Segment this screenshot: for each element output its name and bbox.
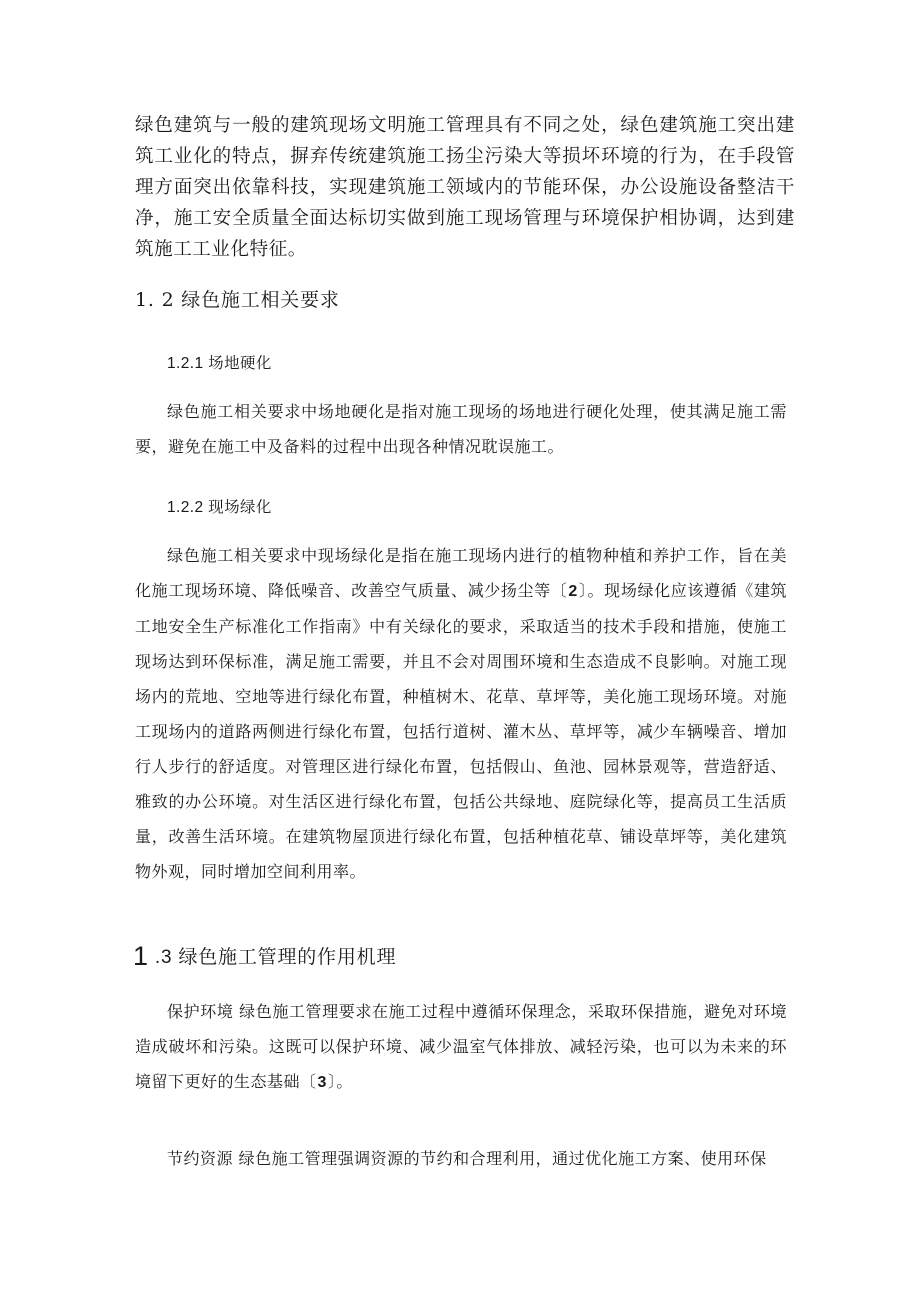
section-heading-1-3-minor: .3 bbox=[148, 947, 179, 968]
section-heading-1-3-title: 绿色施工管理的作用机理 bbox=[178, 946, 397, 968]
greening-text-part-2: 〕。现场绿化应该遵循《建筑工地安全生产标准化工作指南》中有关绿化的要求，采取适当的技术手段和措施，使施工现场达到环保标准，满足施工需要，并且不会对周围环境和生态造成不良影响。对施工现场内的荒地、空地等进行绿化布置，种植树木、花草、草坪等，美化施工现场环境。对施工现场内的道路两侧进行绿化布置，包括行道树、灌木丛、草坪等，减少车辆噪音、增加行人步行的舒适度。对管理区进行绿化布置，包括假山、鱼池、园林景观等，营造舒适、雅致的办公环境。对生活区进行绿化布置，包括公共绿地、庭院绿化等，提高员工生活质量，改善生活环境。在建筑物屋顶进行绿化布置，包括种植花草、铺设草坪等，美化建筑物外观，同时增加空间利用率。 bbox=[135, 581, 787, 881]
paragraph-site-greening bbox=[135, 538, 787, 889]
paragraph-save-resources: 节约资源 绿色施工管理强调资源的节约和合理利用，通过优化施工方案、使用环保 bbox=[167, 1149, 767, 1168]
subsection-heading-1-2-1: 1.2.1 场地硬化 bbox=[167, 355, 272, 372]
intro-paragraph: 绿色建筑与一般的建筑现场文明施工管理具有不同之处，绿色建筑施工突出建筑工业化的特点，摒弃传统建筑施工扬尘污染大等损坏环境的行为，在手段管理方面突出依靠科技，实现建筑施工领域内的节能环保，办公设施设备整洁干净，施工安全质量全面达标切实做到施工现场管理与环境保护相协调，达到建筑施工工业化特征。 bbox=[135, 115, 795, 260]
citation-3: 3 bbox=[317, 1074, 327, 1091]
paragraph-site-hardening: 绿色施工相关要求中场地硬化是指对施工现场的场地进行硬化处理，使其满足施工需要，避免在施工中及备料的过程中出现各种情况耽误施工。 bbox=[135, 402, 787, 456]
greening-text-part-1: 绿色施工相关要求中现场绿化是指在施工现场内进行的植物种植和养护工作，旨在美化施工现场环境、降低噪音、改善空气质量、减少扬尘等〔 bbox=[135, 546, 787, 600]
section-heading-1-3-major: 1 bbox=[133, 941, 149, 971]
section-heading-1-2: 1. 2 绿色施工相关要求 bbox=[135, 289, 340, 311]
subsection-heading-1-2-2: 1.2.2 现场绿化 bbox=[167, 499, 272, 516]
protect-text-part-1: 保护环境 绿色施工管理要求在施工过程中遵循环保理念，采取环保措施，避免对环境造成破坏和污染。这既可以保护环境、减少温室气体排放、减轻污染，也可以为未来的环境留下更好的生态基础〔 bbox=[135, 1002, 787, 1091]
protect-text-part-2: 〕。 bbox=[327, 1072, 353, 1091]
paragraph-protect-environment bbox=[135, 994, 787, 1100]
citation-2: 2 bbox=[568, 583, 578, 600]
section-heading-1-3 bbox=[133, 941, 396, 972]
